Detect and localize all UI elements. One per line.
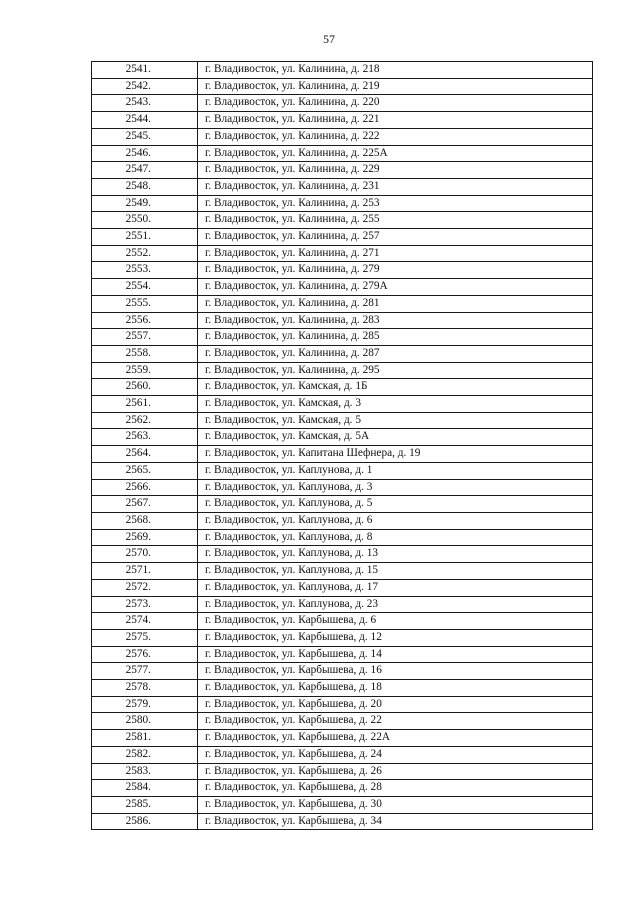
address-cell: г. Владивосток, ул. Калинина, д. 279: [198, 262, 593, 279]
address-cell: г. Владивосток, ул. Карбышева, д. 16: [198, 663, 593, 680]
table-row: [92, 295, 593, 312]
address-cell: г. Владивосток, ул. Карбышева, д. 22: [198, 713, 593, 730]
row-number-cell: 2578.: [92, 680, 198, 697]
row-number-cell: 2567.: [92, 496, 198, 513]
address-cell: г. Владивосток, ул. Каплунова, д. 1: [198, 462, 593, 479]
address-cell: г. Владивосток, ул. Карбышева, д. 14: [198, 646, 593, 663]
row-number-cell: 2583.: [92, 763, 198, 780]
row-number-cell: 2563.: [92, 429, 198, 446]
table-row: [92, 780, 593, 797]
address-cell: г. Владивосток, ул. Калинина, д. 221: [198, 112, 593, 129]
row-number-cell: 2547.: [92, 162, 198, 179]
table-row: [92, 78, 593, 95]
address-cell: г. Владивосток, ул. Калинина, д. 255: [198, 212, 593, 229]
table-row: [92, 145, 593, 162]
table-row: [92, 563, 593, 580]
address-cell: г. Владивосток, ул. Калинина, д. 271: [198, 245, 593, 262]
row-number-cell: 2572.: [92, 579, 198, 596]
table-row: [92, 579, 593, 596]
address-cell: г. Владивосток, ул. Камская, д. 3: [198, 396, 593, 413]
row-number-cell: 2585.: [92, 796, 198, 813]
row-number-cell: 2570.: [92, 546, 198, 563]
table-row: [92, 730, 593, 747]
row-number-cell: 2568.: [92, 512, 198, 529]
table-row: [92, 680, 593, 697]
row-number-cell: 2582.: [92, 746, 198, 763]
table-row: [92, 646, 593, 663]
row-number-cell: 2551.: [92, 229, 198, 246]
row-number-cell: 2541.: [92, 62, 198, 79]
address-cell: г. Владивосток, ул. Калинина, д. 253: [198, 195, 593, 212]
address-cell: г. Владивосток, ул. Каплунова, д. 13: [198, 546, 593, 563]
table-row: [92, 62, 593, 79]
address-cell: г. Владивосток, ул. Калинина, д. 222: [198, 128, 593, 145]
table-row: [92, 95, 593, 112]
table-row: [92, 312, 593, 329]
row-number-cell: 2552.: [92, 245, 198, 262]
table-row: [92, 429, 593, 446]
table-row: [92, 696, 593, 713]
row-number-cell: 2569.: [92, 529, 198, 546]
row-number-cell: 2576.: [92, 646, 198, 663]
row-number-cell: 2565.: [92, 462, 198, 479]
row-number-cell: 2556.: [92, 312, 198, 329]
table-row: [92, 512, 593, 529]
row-number-cell: 2545.: [92, 128, 198, 145]
row-number-cell: 2559.: [92, 362, 198, 379]
table-row: [92, 479, 593, 496]
row-number-cell: 2558.: [92, 345, 198, 362]
table-row: [92, 178, 593, 195]
table-row: [92, 496, 593, 513]
row-number-cell: 2564.: [92, 446, 198, 463]
row-number-cell: 2557.: [92, 329, 198, 346]
table-row: [92, 362, 593, 379]
row-number-cell: 2579.: [92, 696, 198, 713]
address-table: [91, 61, 593, 830]
table-row: [92, 212, 593, 229]
table-row: [92, 229, 593, 246]
table-row: [92, 763, 593, 780]
table-row: [92, 112, 593, 129]
address-cell: г. Владивосток, ул. Каплунова, д. 17: [198, 579, 593, 596]
address-cell: г. Владивосток, ул. Карбышева, д. 20: [198, 696, 593, 713]
address-cell: г. Владивосток, ул. Карбышева, д. 24: [198, 746, 593, 763]
row-number-cell: 2555.: [92, 295, 198, 312]
table-row: [92, 245, 593, 262]
table-row: [92, 713, 593, 730]
table-row: [92, 162, 593, 179]
address-cell: г. Владивосток, ул. Калинина, д. 231: [198, 178, 593, 195]
address-cell: г. Владивосток, ул. Каплунова, д. 23: [198, 596, 593, 613]
row-number-cell: 2542.: [92, 78, 198, 95]
row-number-cell: 2546.: [92, 145, 198, 162]
row-number-cell: 2573.: [92, 596, 198, 613]
address-cell: г. Владивосток, ул. Карбышева, д. 18: [198, 680, 593, 697]
table-row: [92, 446, 593, 463]
table-row: [92, 379, 593, 396]
address-cell: г. Владивосток, ул. Карбышева, д. 34: [198, 813, 593, 830]
row-number-cell: 2562.: [92, 412, 198, 429]
address-table-body: [92, 62, 593, 830]
row-number-cell: 2566.: [92, 479, 198, 496]
table-row: [92, 629, 593, 646]
address-cell: г. Владивосток, ул. Каплунова, д. 8: [198, 529, 593, 546]
table-row: [92, 262, 593, 279]
table-row: [92, 396, 593, 413]
address-cell: г. Владивосток, ул. Карбышева, д. 26: [198, 763, 593, 780]
address-cell: г. Владивосток, ул. Калинина, д. 281: [198, 295, 593, 312]
address-cell: г. Владивосток, ул. Каплунова, д. 5: [198, 496, 593, 513]
address-cell: г. Владивосток, ул. Калинина, д. 257: [198, 229, 593, 246]
table-row: [92, 663, 593, 680]
row-number-cell: 2586.: [92, 813, 198, 830]
row-number-cell: 2543.: [92, 95, 198, 112]
address-cell: г. Владивосток, ул. Калинина, д. 283: [198, 312, 593, 329]
table-row: [92, 796, 593, 813]
row-number-cell: 2571.: [92, 563, 198, 580]
row-number-cell: 2548.: [92, 178, 198, 195]
row-number-cell: 2574.: [92, 613, 198, 630]
table-row: [92, 462, 593, 479]
table-row: [92, 345, 593, 362]
address-cell: г. Владивосток, ул. Карбышева, д. 22А: [198, 730, 593, 747]
table-row: [92, 279, 593, 296]
address-cell: г. Владивосток, ул. Калинина, д. 287: [198, 345, 593, 362]
address-cell: г. Владивосток, ул. Капитана Шефнера, д. 19: [198, 446, 593, 463]
row-number-cell: 2581.: [92, 730, 198, 747]
address-cell: г. Владивосток, ул. Каплунова, д. 6: [198, 512, 593, 529]
table-row: [92, 128, 593, 145]
row-number-cell: 2544.: [92, 112, 198, 129]
address-cell: г. Владивосток, ул. Карбышева, д. 6: [198, 613, 593, 630]
row-number-cell: 2561.: [92, 396, 198, 413]
address-cell: г. Владивосток, ул. Карбышева, д. 12: [198, 629, 593, 646]
row-number-cell: 2549.: [92, 195, 198, 212]
address-cell: г. Владивосток, ул. Каплунова, д. 3: [198, 479, 593, 496]
table-row: [92, 613, 593, 630]
address-cell: г. Владивосток, ул. Калинина, д. 285: [198, 329, 593, 346]
table-row: [92, 596, 593, 613]
address-cell: г. Владивосток, ул. Калинина, д. 218: [198, 62, 593, 79]
table-row: [92, 329, 593, 346]
row-number-cell: 2575.: [92, 629, 198, 646]
table-row: [92, 546, 593, 563]
row-number-cell: 2584.: [92, 780, 198, 797]
address-cell: г. Владивосток, ул. Калинина, д. 279А: [198, 279, 593, 296]
row-number-cell: 2550.: [92, 212, 198, 229]
address-cell: г. Владивосток, ул. Камская, д. 5А: [198, 429, 593, 446]
address-cell: г. Владивосток, ул. Калинина, д. 219: [198, 78, 593, 95]
table-row: [92, 746, 593, 763]
address-cell: г. Владивосток, ул. Камская, д. 1Б: [198, 379, 593, 396]
address-cell: г. Владивосток, ул. Калинина, д. 225А: [198, 145, 593, 162]
address-cell: г. Владивосток, ул. Каплунова, д. 15: [198, 563, 593, 580]
address-cell: г. Владивосток, ул. Калинина, д. 220: [198, 95, 593, 112]
row-number-cell: 2560.: [92, 379, 198, 396]
row-number-cell: 2553.: [92, 262, 198, 279]
page-number: 57: [323, 32, 335, 46]
row-number-cell: 2577.: [92, 663, 198, 680]
table-row: [92, 412, 593, 429]
address-cell: г. Владивосток, ул. Калинина, д. 229: [198, 162, 593, 179]
table-row: [92, 813, 593, 830]
address-cell: г. Владивосток, ул. Карбышева, д. 30: [198, 796, 593, 813]
address-cell: г. Владивосток, ул. Карбышева, д. 28: [198, 780, 593, 797]
row-number-cell: 2580.: [92, 713, 198, 730]
address-cell: г. Владивосток, ул. Камская, д. 5: [198, 412, 593, 429]
table-row: [92, 195, 593, 212]
row-number-cell: 2554.: [92, 279, 198, 296]
address-cell: г. Владивосток, ул. Калинина, д. 295: [198, 362, 593, 379]
table-row: [92, 529, 593, 546]
